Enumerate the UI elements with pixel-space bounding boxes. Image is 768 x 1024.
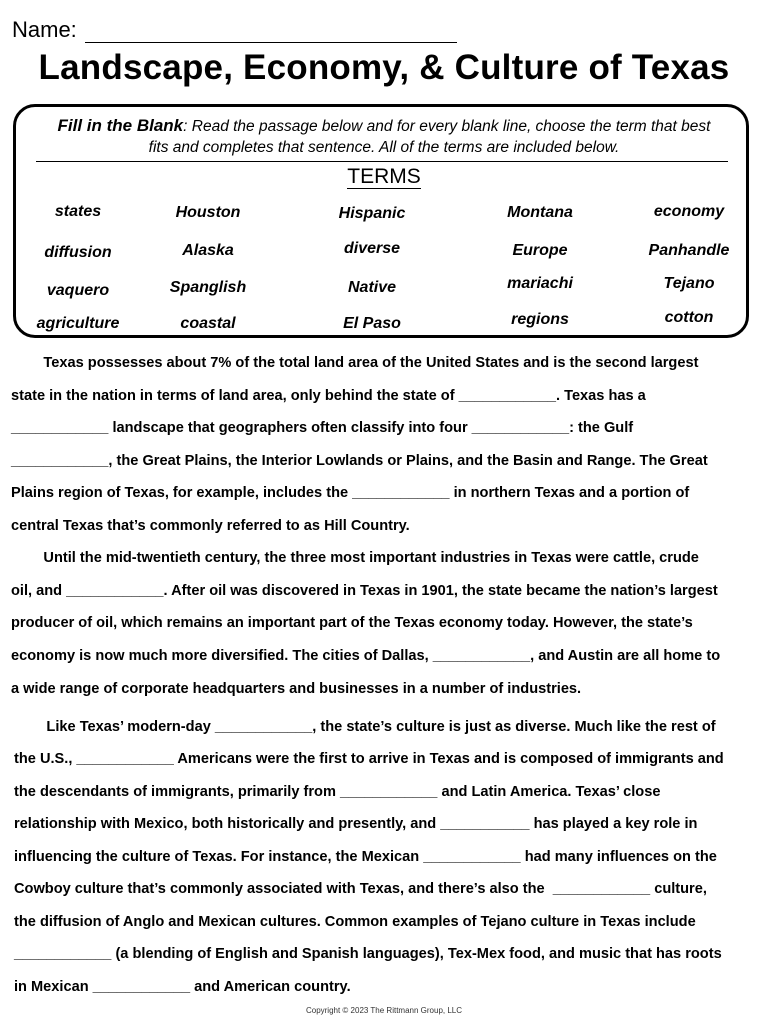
instructions-text-1: : Read the passage below and for every blank line, choose the term that best: [183, 118, 711, 135]
term: Hispanic: [338, 205, 406, 222]
term: vaquero: [46, 282, 110, 299]
passage-line: a wide range of corporate headquarters and businesses in a number of industries.: [11, 681, 582, 697]
terms-box: [13, 104, 749, 338]
name-label: Name:: [12, 17, 77, 42]
passage-line: central Texas that’s commonly referred to as Hill Country.: [11, 518, 410, 534]
instructions: [16, 115, 752, 158]
term: Tejano: [663, 275, 715, 292]
passage-line: oil, and ____________. After oil was discovered in Texas in 1901, the state became the nation’s largest: [11, 583, 718, 599]
name-field-row: [12, 16, 457, 43]
passage-line: in Mexican ____________ and American country.: [14, 979, 351, 995]
term: agriculture: [36, 315, 120, 332]
name-blank-line[interactable]: [85, 16, 457, 43]
passage-line: state in the nation in terms of land area, only behind the state of ____________. Texas has a: [11, 388, 646, 404]
term: Spanglish: [169, 279, 247, 296]
passage-line: economy is now much more diversified. The cities of Dallas, ____________, and Austin are all home to: [11, 648, 721, 664]
passage-line: Until the mid-twentieth century, the three most important industries in Texas were cattle, crude: [11, 550, 699, 566]
term: coastal: [180, 315, 236, 332]
term: states: [54, 203, 102, 220]
page-title: Landscape, Economy, & Culture of Texas: [38, 48, 730, 87]
term: diffusion: [44, 244, 112, 261]
passage-line: ____________ landscape that geographers often classify into four ____________: the Gulf: [11, 420, 634, 436]
passage-line: relationship with Mexico, both historically and presently, and ___________ has played a key role in: [14, 816, 698, 832]
term: Houston: [175, 204, 241, 221]
term: mariachi: [507, 275, 573, 292]
term: diverse: [343, 240, 401, 257]
term: regions: [511, 311, 569, 328]
term: Europe: [512, 242, 568, 259]
term: Panhandle: [648, 242, 730, 259]
passage-line: Plains region of Texas, for example, includes the ____________ in northern Texas and a portion of: [11, 485, 690, 501]
passage-line: Like Texas’ modern-day ____________, the state’s culture is just as diverse. Much like the rest of: [14, 719, 716, 735]
passage-line: Cowboy culture that’s commonly associated with Texas, and there’s also the ____________ culture,: [14, 881, 707, 897]
copyright: Copyright © 2023 The Rittmann Group, LLC: [305, 1006, 463, 1015]
instructions-text-2: fits and completes that sentence. All of the terms are included below.: [148, 139, 620, 156]
term: economy: [653, 203, 725, 220]
term: Alaska: [182, 242, 234, 259]
term: cotton: [664, 309, 714, 326]
passage-line: ____________ (a blending of English and Spanish languages), Tex-Mex food, and music that has roots: [14, 946, 722, 962]
terms-heading: TERMS: [347, 165, 421, 188]
passage-line: producer of oil, which remains an important part of the Texas economy today. However, the state’s: [11, 615, 693, 631]
passage-line: Texas possesses about 7% of the total land area of the United States and is the second largest: [11, 355, 699, 371]
instructions-heading: Fill in the Blank: [57, 116, 184, 135]
instructions-divider: [36, 161, 728, 162]
passage-line: the U.S., ____________ Americans were the first to arrive in Texas and is composed of immigrants and: [14, 751, 724, 767]
passage-line: the descendants of immigrants, primarily from ____________ and Latin America. Texas’ close: [14, 784, 661, 800]
passage-line: the diffusion of Anglo and Mexican cultures. Common examples of Tejano culture in Texas include: [14, 914, 696, 930]
passage-line: ____________, the Great Plains, the Interior Lowlands or Plains, and the Basin and Range. The Great: [11, 453, 708, 469]
term: Montana: [507, 204, 573, 221]
term: El Paso: [343, 315, 401, 332]
term: Native: [347, 279, 397, 296]
passage-line: influencing the culture of Texas. For instance, the Mexican ____________ had many influences on the: [14, 849, 717, 865]
